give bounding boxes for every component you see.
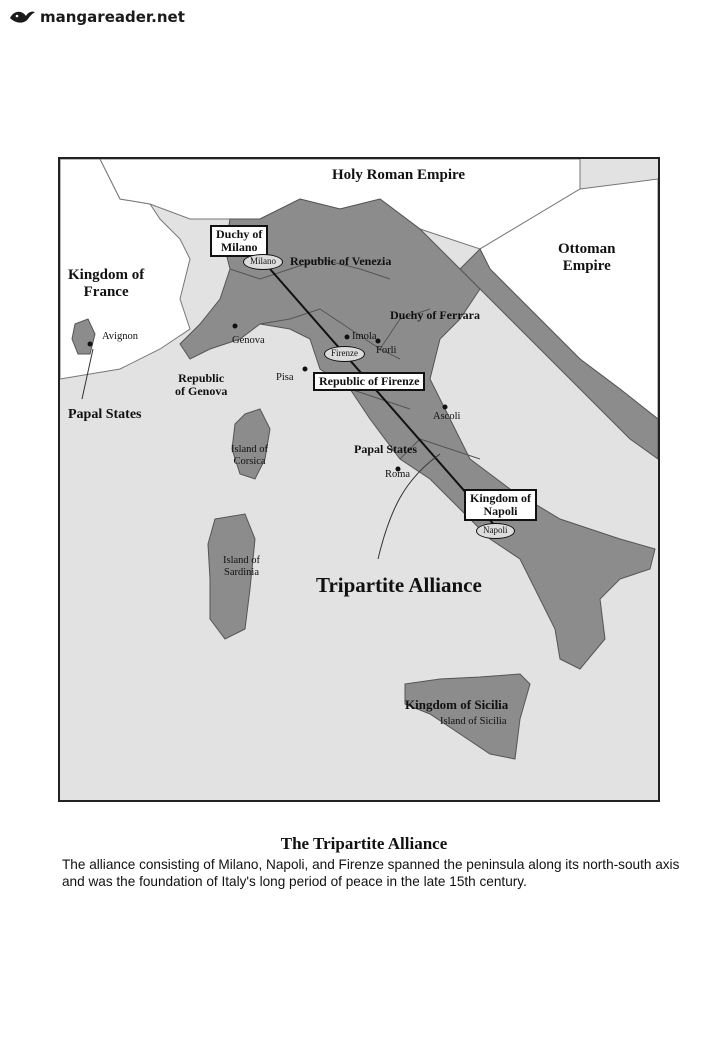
duchy-of-ferrara-label: Duchy of Ferrara bbox=[390, 308, 480, 322]
republic-of-venezia-label: Republic of Venezia bbox=[290, 254, 392, 268]
genova-dot bbox=[233, 324, 238, 329]
roma-label: Roma bbox=[385, 469, 411, 480]
pisa-dot bbox=[303, 367, 308, 372]
duchy-of-milano-label: Duchy of Milano bbox=[210, 225, 268, 257]
papal-states-central-label: Papal States bbox=[354, 442, 417, 456]
ascoli-label: Ascoli bbox=[433, 411, 461, 422]
avignon-dot bbox=[88, 342, 93, 347]
republic-of-firenze-label: Republic of Firenze bbox=[313, 372, 425, 391]
avignon-label: Avignon bbox=[102, 331, 138, 342]
bird-logo-icon bbox=[8, 8, 36, 26]
pisa-label: Pisa bbox=[276, 372, 294, 383]
caption-title: The Tripartite Alliance bbox=[280, 834, 448, 853]
kingdom-of-sicilia-label: Kingdom of Sicilia bbox=[405, 697, 509, 712]
island-of-sicilia-label: Island of Sicilia bbox=[440, 716, 507, 727]
caption-text: The alliance consisting of Milano, Napoli, and Firenze spanned the peninsula along its north-south axis and was the foundation of Italy's long period of peace in the late 15th century. bbox=[62, 857, 680, 889]
island-of-sardinia-label: Island of Sardinia bbox=[223, 555, 261, 578]
watermark-text: mangareader.net bbox=[40, 8, 185, 26]
kingdom-of-france-label: Kingdom of France bbox=[68, 267, 145, 300]
genova-label: Genova bbox=[232, 335, 265, 346]
firenze-oval-label: Firenze bbox=[324, 346, 365, 362]
island-of-corsica-label: Island of Corsica bbox=[231, 444, 269, 467]
map-of-italy bbox=[58, 157, 660, 802]
holy-roman-empire-label: Holy Roman Empire bbox=[332, 167, 466, 183]
republic-of-genova-label: Republic of Genova bbox=[175, 371, 228, 399]
napoli-oval-label: Napoli bbox=[476, 523, 515, 539]
ascoli-dot bbox=[443, 405, 448, 410]
watermark bbox=[8, 8, 185, 26]
papal-states-west-label: Papal States bbox=[68, 407, 142, 422]
ottoman-empire-label: Ottoman Empire bbox=[558, 241, 616, 274]
kingdom-of-napoli-label: Kingdom of Napoli bbox=[464, 489, 537, 521]
tripartite-alliance-label: Tripartite Alliance bbox=[316, 573, 482, 597]
imola-label: Imola bbox=[352, 331, 377, 342]
forli-label: Forli bbox=[376, 345, 397, 356]
milano-oval-label: Milano bbox=[243, 254, 283, 270]
imola-dot bbox=[345, 335, 350, 340]
